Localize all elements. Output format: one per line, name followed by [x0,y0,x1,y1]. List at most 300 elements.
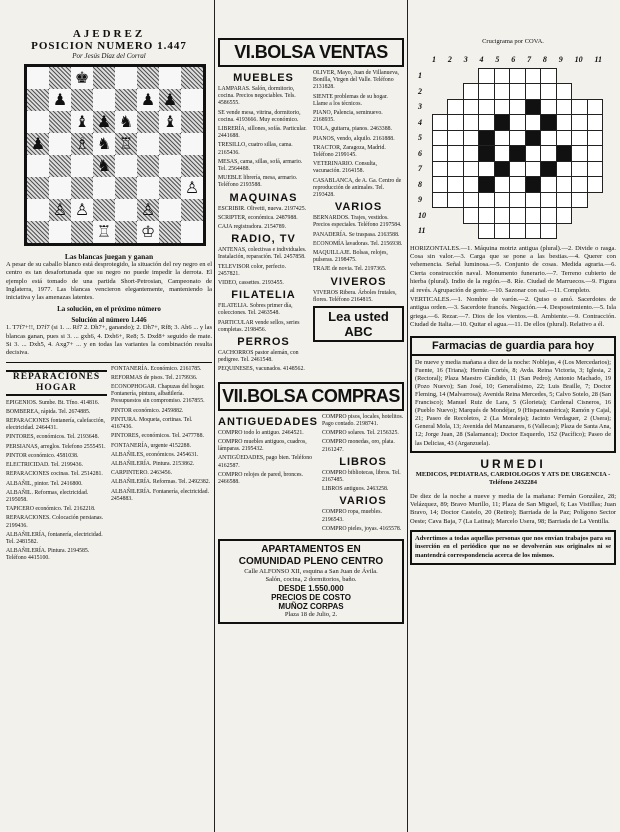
crossword-col-number: 1 [432,55,436,64]
chess-square [137,111,159,133]
crossword-cell [525,161,542,178]
chess-piece: ♞ [96,156,112,175]
crossword-col-number: 9 [558,55,563,64]
chess-square [93,155,115,177]
pharmacies-list: De nueve y media mañana a diez de la noche: Noblejas, 4 (Los Mercedarios); Fuente, 16 (Triana); Hernán Cortés, 8; Avda. Reina Victoria, 3; Iglesia, 2 (Rectoral); Plaza Maestro Cándido, 11 (San Pedro); Antonio Machado, 19 (Pozo Nuevo); San José, 10; Generalísimo, 22; Luis Braille, 7; Doctor Fleming, 14 (Malvarrosa); Avenida Reina Mercedes, 5; Calvo Sotelo, 28 (San Francisco); Manuel Ruiz de Lara, 5 (Glorieta); Cardenal Cisneros, 16 (Pueblo Nuevo); Marqués de Mondéjar, 9 (Hispanoamérica); Ramón y Cajal, 21; Paseo de Recoletos, 2 (La Moraleja); Jacinto Verdaguer, 2 (Usera); General Mola, 13; Avenida del Manzanares, 6 (Vallecas); Plaza de Santa Ana, 12; Jorge Juan, 28 (Salamanca); Doctor Esquerdo, 152 (Pacífico); Paseo de las Delicias, 43 (Arganzuela). [415,358,611,447]
chess-square [181,221,203,243]
classified-ad: ANTIGÜEDADES, pago bien. Teléfono 4162587. [218,455,312,469]
crossword-cell [478,176,495,193]
chess-square [49,221,71,243]
classified-ad: ECONOPHOGAR. Chapuzas del hogar. Fontanería, pintura, albañilería. Presupuestos sin compromiso. 2167855. [111,384,205,405]
urmedi-heading: URMEDI [480,456,546,471]
crossword-cell [463,223,480,240]
apartments-detail: Salón, cocina, 2 dormitorios, baño. [265,575,357,583]
chess-piece: ♖ [118,134,134,153]
crossword-cell [540,68,557,85]
muebles-heading: MUEBLES [233,72,294,84]
classified-ad: LIBROS antiguos. 2463258. [322,486,389,493]
crossword-cell [463,99,480,116]
chess-square [137,89,159,111]
crossword-cell [571,192,588,209]
repairs-left-list [6,366,107,565]
crossword-cell [509,130,526,147]
classified-ad: REFORMAS de pisos. Tel. 2179936. [111,374,198,381]
chess-square [49,155,71,177]
chess-square [115,67,137,89]
classified-ad: ALBAÑIL. Reformas, electricidad. 2195058. [6,489,89,503]
crossword-cell [509,68,526,85]
filatelia-heading: FILATELIA [231,289,296,302]
classified-ad: FONTANERÍA, urgente 4152288. [111,442,191,449]
chess-square [49,177,71,199]
compras-heading: VII.BOLSA COMPRAS [218,382,404,411]
crossword-cell [478,99,495,116]
middle-column [218,0,404,832]
chess-square [71,199,93,221]
crossword-cell [478,145,495,162]
chess-square [27,133,49,155]
compras-varios-list [322,509,404,533]
classified-ad: ALBAÑILES, económicos. 2454631. [111,451,199,458]
crossword-cell [432,83,449,100]
chess-square [27,89,49,111]
chess-square [27,67,49,89]
chess-title: AJEDREZ [72,28,146,40]
chess-square [159,177,181,199]
chess-piece: ♖ [96,222,112,241]
apartments-title-2: COMUNIDAD PLENO CENTRO [238,555,384,567]
crossword-title: Crucigrama por COVA. [482,38,544,45]
viveros-list [313,290,404,304]
classified-ad: ALBAÑILERÍA, fontanería, electricidad. Tel. 2481582. [6,531,103,545]
ventas-col-b [313,70,404,376]
crossword-row-number: 8 [418,179,422,189]
crossword-cell [432,68,449,85]
ventas-misc-list [313,70,404,199]
chess-square [27,199,49,221]
crossword-cell [432,223,449,240]
chess-square [27,221,49,243]
classified-ad: REPARACIONES cocinas. Tel. 2514281. [6,471,103,478]
crossword-cell [556,145,573,162]
crossword-cell [463,192,480,209]
crossword-cell [447,192,464,209]
crossword-col-number: 10 [574,55,583,64]
urmedi-text: De diez de la noche a nueve y media de la mañana: Fernán González, 28; Velázquez, 89; Bravo Murillo, 11; Plaza de San Miguel, 6; Las Vistillas; Juan Bravo, 14; Doctor Castelo, 20 (Retiro); Barriada de la Paz; Polígono Sector Oeste; Cava Baja, 7 (La Latina); Marcelo Usera, 98; Barriada de La Ventilla. [410,492,616,525]
classified-ad: PIANO, Palencia, seminuevo. 2168935. [313,110,383,124]
crossword-row-number: 7 [418,164,422,173]
antiguedades-list [218,430,318,486]
ventas-body [218,70,404,376]
classified-ad: COMPRO muebles antiguos, cuadros, lámparas. 2195432. [218,438,307,453]
chess-piece: ♙ [184,178,200,197]
crossword-cell [478,192,495,209]
classified-ad: COMPRO monedas, oro, plata. 2161247. [322,439,395,453]
libros-heading: LIBROS [339,455,387,468]
apartments-title-1: APARTAMENTOS EN [261,543,361,555]
repairs-right-entries [111,366,212,565]
crossword-row-number: 4 [418,117,422,127]
chess-square [115,155,137,177]
classified-ad: MAQUILLAJE. Bolsas, relojes, pulseras. 2198475. [313,250,388,264]
crossword-cell [478,68,495,85]
crossword-cell [556,99,573,116]
chess-piece: ♟ [52,90,68,109]
pharmacies-heading: Farmacias de guardia para hoy [412,338,614,356]
chess-square [115,89,137,111]
crossword-cell [587,176,604,193]
classified-ad: COMPRO bibliotecas, libros. Tel. 2167485. [322,469,401,483]
crossword-cell [509,192,526,209]
crossword-cell [447,223,464,240]
crossword-grid [432,68,616,239]
crossword-cell [525,192,542,209]
crossword-cell [540,223,557,240]
crossword-row-number: 9 [418,195,422,204]
classified-ad: PINTORES, económicos. Tel. 2477788. [111,433,204,440]
chess-square [93,111,115,133]
right-column [410,0,616,832]
chess-piece: ♔ [140,222,156,241]
crossword-cell [540,207,557,224]
classified-ad: PEQUINESES, vacunados. 4148562. [218,366,305,373]
crossword-cell [540,192,557,209]
column-rule [214,0,215,832]
crossword-cell [478,114,495,131]
crossword-cell [525,207,542,224]
crossword-cell [494,114,511,131]
chess-position-number: POSICION NUMERO 1.447 [31,40,187,52]
urmedi-subheading: MEDICOS, PEDIATRAS, CARDIOLOGOS Y ATS DE URGENCIA - Teléfono 2432284 [415,470,611,486]
crossword-cell [432,99,449,116]
apartments-company: MUÑOZ CORPAS [278,601,344,611]
classified-ad: FONTANERÍA. Económico. 2161785. [111,365,202,372]
classified-ad: TELEVISOR color, perfecto. 2457821. [218,263,287,277]
classified-ad: PINTURA. Moqueta, cortinas. Tel. 4167436. [111,416,193,431]
chess-square [181,199,203,221]
chess-solution-head: Solución al número 1.446 [71,316,147,325]
classified-ad: EPIGENIOS. Sumbe. Bt. Tfno. 414816. [6,399,100,406]
crossword-cell [556,114,573,131]
crossword-verticales: VERTICALES.—1. Nombre de varón.—2. Quiso o amó. Sacerdotes de antigua orden.—3. Sacerdote francés. Negación.—4. Desposeimiento.—5. Isla griega.—6. Rezar.—7. Dios de los vientos.—8. Ambiente.—9. Contracción. Ciudad de Italia.—10. Quitar el agua.—11. De ellos (plural). Relativo a él. [410,295,616,329]
compras-body [218,414,404,535]
crossword-cell [509,83,526,100]
crossword-cell [571,176,588,193]
editorial-notice: Advertimos a todas aquellas personas que nos envían trabajos para su inserción en el periódico que no se devolverán sus originales ni se mantendrá correspondencia acerca de los mismos. [410,530,616,565]
chess-square [71,155,93,177]
chess-square [49,111,71,133]
chess-square [137,133,159,155]
crossword-col-number: 6 [511,55,516,64]
classified-ad: ALBAÑIL, pintor. Tel. 2416800. [6,480,83,487]
pharmacies-box [410,336,616,453]
classified-ad: VETERINARIO. Consulta, vacunación. 2164158. [313,161,377,175]
ventas-varios-heading: VARIOS [334,201,383,214]
repairs-heading: REPARACIONES HOGAR [12,371,101,393]
crossword-cell [494,207,511,224]
classified-ad: TRACTOR, Zaragoza, Madrid. Teléfono 2199145. [313,144,386,159]
crossword-row-number: 5 [418,133,422,142]
classified-ad: CAJA registradora. 2154789. [218,224,286,231]
crossword-cell [525,99,542,116]
crossword-cell [571,161,588,178]
chess-square [181,133,203,155]
crossword-cell [478,161,495,178]
muebles-list [218,86,309,190]
antiguedades-heading: ANTIGUEDADES [218,415,319,428]
chess-piece: ♝ [74,112,90,131]
repairs-heading-box [6,370,107,396]
crossword-cell [494,68,511,85]
column-rule [407,0,408,832]
classified-ad: TRESILLO, cuatro sillas, cama. 2165436. [218,142,293,156]
classified-ad: VIVEROS Ribera. Árboles frutales, flores. Teléfono 2164815. [313,289,397,303]
classified-ad: ESCRIBIR. Olivetti, nueva. 2197425. [218,205,307,212]
viveros-heading: VIVEROS [330,275,387,288]
classified-ad: CARPINTERO. 2463456. [111,470,173,477]
crossword-cell [432,130,449,147]
crossword-horizontales: HORIZONTALES.—1. Máquina motriz antigua (plural).—2. Divide o rasga. Cosa sin valor.—3. Carga que se pone a las bestias.—4. Querer con vehemencia. Señal luminosa.—5. Conjunto de cosas. Medida agraria.—6. Cierta construcción naval. Monumento funerario.—7. Terreno cubierto de hierba (plural). Indio de la región.—8. Ríe. Ciudad de Marruecos.—9. Figura al revés. Agrupación de gente.—10. Sazonar con sal.—11. Completo. [410,244,616,294]
classified-ad: CASABLANCA, de A. Ga. Centro de reproducción de animales. Tel. 2193428. [313,177,402,199]
chess-square [181,67,203,89]
chess-square [137,177,159,199]
chess-piece: ♝ [162,112,178,131]
classified-ad: MESAS, cama, sillas, sofá, armario. Tel. 2564488. [218,158,303,173]
crossword-cell [525,68,542,85]
crossword-col-number: 2 [447,55,452,64]
crossword-col-number: 7 [527,55,532,64]
crossword-cell [432,192,449,209]
crossword-col-number: 4 [479,55,484,64]
maquinas-list [218,206,309,232]
classified-ad: PARTICULAR vende sellos, series completas. 2198456. [218,319,300,333]
chess-piece: ♚ [74,68,90,87]
chess-board [24,64,206,246]
crossword-cell [447,145,464,162]
crossword-cell [587,207,604,224]
classified-ad: COMPRO todo lo antiguo. 2464521. [218,429,304,436]
chess-piece: ♟ [30,134,46,153]
crossword-cell [587,68,604,85]
chess-solution: 1. T7f7+!!, D7f7 (si 1. ... Rf7 2. Dh7+, ganando); 2. Dh7+, Rf8; 3. Ah6 ... y las blancas ganan, pues si 3. ... gxh6, 4. Dxh6+, Re8; 5. Dxd8+ seguido de mate. Si 3. ... Dxh5, 4. Axg7+ ... y en todas las variantes la combinación resulta decisiva. [6,324,212,357]
compras-misc-list [322,414,404,454]
apartments-ad [218,539,404,624]
chess-square [159,133,181,155]
classified-ad: PERSIANAS, arreglos. Telefono 2555451. [6,443,106,450]
chess-square [93,177,115,199]
chess-square [27,177,49,199]
crossword-cell [571,145,588,162]
crossword-cell [525,223,542,240]
chess-square [71,221,93,243]
crossword-cell [432,145,449,162]
crossword-cell [556,161,573,178]
crossword-cell [509,176,526,193]
ventas-col-a [218,70,309,376]
compras-col-b [322,414,404,535]
crossword-cell [447,114,464,131]
crossword-cell [494,145,511,162]
crossword-cell [525,83,542,100]
chess-intro: A pesar de su caballo blanco está desprotegido, la situación del rey negro en el centro es tan desafortunada que su negro no puede impedir la derrota. El ejemplo está tomado de una partida Short-Petrosian, Campeonato de Inglaterra, 1977. Las blancas vencieron elegantemente, manteniendo la iniciativa y las amenazas latentes. [6,261,212,302]
chess-square [115,111,137,133]
crossword-cell [571,207,588,224]
crossword-cell [540,114,557,131]
crossword-cell [509,114,526,131]
chess-piece: ♟ [162,90,178,109]
crossword-cell [432,161,449,178]
crossword-cell [463,68,480,85]
crossword-cell [587,145,604,162]
crossword-cell [463,114,480,131]
compras-varios-heading: VARIOS [339,495,387,508]
chess-square [137,67,159,89]
crossword-cell [463,176,480,193]
chess-piece: ♙ [52,200,68,219]
crossword-cell [463,145,480,162]
chess-piece: ♙ [74,200,90,219]
crossword-col-number: 3 [463,55,468,64]
crossword-row-number: 10 [418,210,426,220]
crossword-col-number: 8 [542,55,547,64]
chess-author: Por Jesús Díaz del Corral [72,52,146,60]
crossword-cell [494,161,511,178]
crossword-cell [494,130,511,147]
crossword-cell [556,130,573,147]
crossword-row-number: 6 [418,148,422,158]
crossword-cell [571,223,588,240]
classified-ad: FILATELIA. Sobres primer día, colecciones. Tel. 2463548. [218,303,293,317]
classified-ad: SE vende mesa, vitrina, dormitorio, cocina. 4193666. Muy económico. [218,109,301,123]
chess-square [181,155,203,177]
crossword-cell [494,99,511,116]
classified-ad: ANTENAS, colectivas e individuales. Instalación, reparación. Tel. 2457858. [218,247,307,261]
chess-square [137,221,159,243]
classified-ad: MUEBLE librería, mesa, armario. Teléfono 2193588. [218,175,298,189]
crossword [418,68,616,239]
classified-ad: ALBAÑILERÍA. Pintura. 2194585. Teléfono 4415100. [6,548,90,562]
chess-square [71,111,93,133]
chess-square [159,155,181,177]
crossword-cell [447,130,464,147]
chess-square [159,89,181,111]
chess-square [71,133,93,155]
crossword-row-number: 11 [418,226,426,235]
chess-piece: ♙ [140,200,156,219]
radio-list [218,247,309,287]
chess-square [115,177,137,199]
chess-square [49,133,71,155]
crossword-cell [571,114,588,131]
classified-ad: REPARACIONES. Colocación persianas. 2199436. [6,515,104,529]
lea-abc-banner: Lea usted ABC [313,306,404,342]
crossword-cell [540,130,557,147]
radio-heading: RADIO, TV [231,233,296,246]
classified-ad: COMPRO solares. Tel. 2156325. [322,430,399,437]
chess-square [181,177,203,199]
classified-ad: PINTOR económico. 4581038. [6,452,79,459]
chess-square [27,155,49,177]
apartments-street: Plaza 18 de Julio, 2. [284,610,338,618]
chess-caption: Las blancas juegan y ganan [64,252,154,261]
chess-square [159,221,181,243]
crossword-cell [478,83,495,100]
compras-col-a [218,414,318,535]
crossword-col-number: 5 [495,55,500,64]
crossword-cell [509,207,526,224]
repairs-left-entries [6,400,107,563]
classified-ad: COMPRO pisos, locales, hotelitos. Pago contado. 2198741. [322,413,404,427]
classified-ad: SIENTE problemas de su hogar. Llame a los técnicos. [313,93,388,107]
crossword-cell [447,83,464,100]
chess-square [115,221,137,243]
crossword-cell [447,68,464,85]
chess-square [71,89,93,111]
classified-ad: TAPICERO económico. Tel. 2162218. [6,506,96,513]
crossword-cell [571,130,588,147]
crossword-cell [571,99,588,116]
apartments-terms: PRECIOS DE COSTO [271,592,351,602]
chess-square [93,67,115,89]
crossword-cell [556,176,573,193]
chess-square [49,67,71,89]
chess-square [49,199,71,221]
crossword-cell [494,176,511,193]
filatelia-list [218,303,309,334]
chess-square [93,133,115,155]
classified-ad: PIANOS, vendo, alquilo. 2161888. [313,135,395,142]
crossword-cell [556,192,573,209]
chess-square [181,111,203,133]
crossword-cell [432,114,449,131]
chess-piece: ♟ [96,112,112,131]
crossword-cell [540,145,557,162]
chess-piece: ♟ [140,90,156,109]
classified-ad: SCRIPTER, económica. 2487988. [218,214,298,221]
crossword-cell [509,161,526,178]
crossword-cell [571,83,588,100]
chess-square [27,111,49,133]
crossword-cell [447,176,464,193]
crossword-cell [463,161,480,178]
crossword-cell [525,176,542,193]
ventas-varios-list [313,215,404,273]
crossword-cell [447,207,464,224]
classified-ad: COMPRO ropa, muebles. 2196543. [322,509,382,523]
crossword-cell [447,161,464,178]
ventas-heading: VI.BOLSA VENTAS [218,38,404,67]
apartments-price: DESDE 1.550.000 [278,583,344,593]
chess-square [159,199,181,221]
classified-ad: COMPRO pieles, joyas. 4165578. [322,525,402,532]
left-column [6,0,212,832]
classified-ad: ALBAÑILERÍA. Fontanería, electricidad. 2454883. [111,488,210,502]
classified-ad: VIDEO, cassettes. 2193455. [218,280,284,287]
classified-ad: COMPRO relojes de pared, bronces. 2466588. [218,471,304,485]
crossword-cell [587,192,604,209]
crossword-cell [587,130,604,147]
crossword-cell [494,192,511,209]
chess-square [93,89,115,111]
libros-list [322,470,404,494]
crossword-cell [478,223,495,240]
classified-ad: BOMBEREA, rápida. Tel. 2674885. [6,408,91,415]
crossword-cell [587,223,604,240]
crossword-cell [571,68,588,85]
classified-ad: PANADERÍA. Se traspasa. 2163588. [313,231,400,238]
chess-square [181,89,203,111]
classified-ad: LIBRERÍA, sillones, sofás. Particular. 2441688. [218,126,307,140]
